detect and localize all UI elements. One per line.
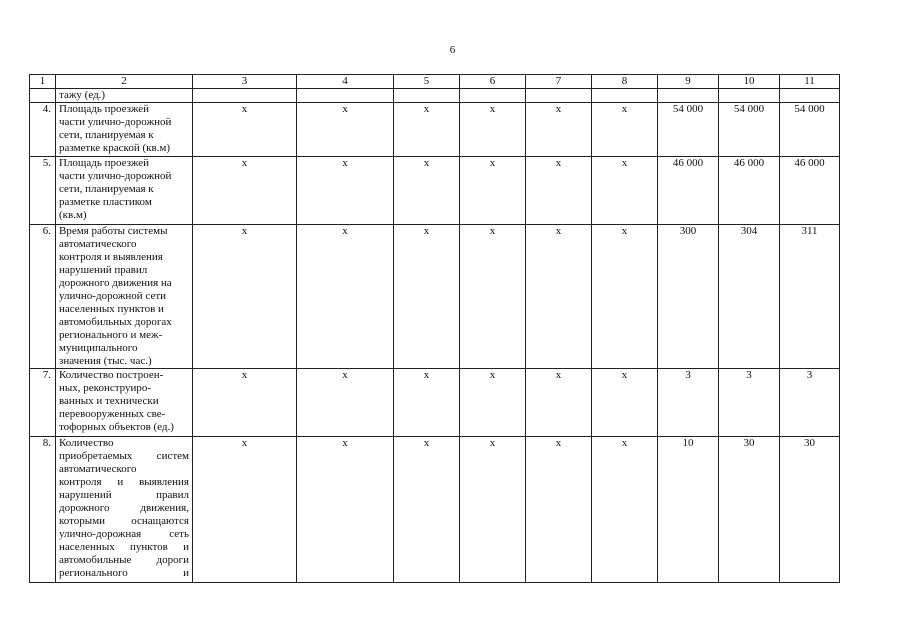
empty-cell: [460, 89, 526, 103]
description-line: муниципального: [59, 342, 138, 354]
description-line: дорожного движения,: [59, 502, 189, 514]
value-cell: х: [394, 437, 460, 583]
value-cell: х: [193, 369, 297, 437]
description-line: ных, реконструиро-: [59, 382, 152, 394]
table-row: [30, 437, 840, 583]
description-line: Площадь проезжей: [59, 103, 150, 115]
table-row: [30, 157, 840, 225]
header-cell: 7: [526, 75, 592, 89]
value-cell: х: [297, 437, 394, 583]
value-cell: х: [592, 437, 658, 583]
description-line: регионального и: [59, 567, 189, 579]
description-line: контроля и выявления: [59, 476, 189, 488]
description-line: улично-дорожной сети: [59, 290, 167, 302]
header-cell: 2: [56, 75, 193, 89]
value-cell: 304: [719, 225, 780, 369]
value-cell: 46 000: [780, 157, 840, 225]
description-line: Площадь проезжей: [59, 157, 150, 169]
description-line: автомобильные дороги: [59, 554, 189, 566]
empty-cell: [658, 89, 719, 103]
value-cell: х: [460, 369, 526, 437]
value-cell: х: [394, 369, 460, 437]
description-line: улично-дорожная сеть: [59, 528, 189, 540]
value-cell: х: [460, 437, 526, 583]
value-cell: 300: [658, 225, 719, 369]
description-line: ванных и технически: [59, 395, 159, 407]
value-cell: 311: [780, 225, 840, 369]
empty-cell: [719, 89, 780, 103]
description-line: регионального и меж-: [59, 329, 163, 341]
value-cell: х: [526, 437, 592, 583]
empty-cell: [780, 89, 840, 103]
description-line: сети, планируемая к: [59, 183, 154, 195]
description-line: значения (тыс. час.): [59, 355, 152, 367]
value-cell: х: [526, 369, 592, 437]
value-cell: х: [526, 103, 592, 157]
description-line: части улично-дорожной: [59, 116, 172, 128]
header-cell: 4: [297, 75, 394, 89]
row-number: 4.: [30, 103, 56, 157]
header-cell: 11: [780, 75, 840, 89]
table-row: [30, 369, 840, 437]
description-line: автоматического: [59, 463, 137, 475]
description-line: перевооруженных све-: [59, 408, 166, 420]
value-cell: х: [193, 225, 297, 369]
description-line: которыми оснащаются: [59, 515, 189, 527]
empty-cell: [592, 89, 658, 103]
table-header-row: [30, 75, 840, 89]
description-line: населенных пунктов и: [59, 303, 164, 315]
description-line: дорожного движения на: [59, 277, 172, 289]
description-line: нарушений правил: [59, 489, 189, 501]
continuation-text: тажу (ед.): [56, 89, 193, 103]
description-line: тофорных объектов (ед.): [59, 421, 174, 433]
description-line: части улично-дорожной: [59, 170, 172, 182]
value-cell: х: [526, 157, 592, 225]
header-cell: 3: [193, 75, 297, 89]
row-number: 8.: [30, 437, 56, 583]
value-cell: 54 000: [658, 103, 719, 157]
description-line: контроля и выявления: [59, 251, 163, 263]
row-number: 5.: [30, 157, 56, 225]
value-cell: 54 000: [780, 103, 840, 157]
value-cell: х: [297, 103, 394, 157]
empty-cell: [30, 89, 56, 103]
data-table: [29, 74, 840, 583]
value-cell: 46 000: [658, 157, 719, 225]
row-number: 6.: [30, 225, 56, 369]
value-cell: 54 000: [719, 103, 780, 157]
description-line: Время работы системы: [59, 225, 168, 237]
header-cell: 10: [719, 75, 780, 89]
description-line: Количество: [59, 437, 114, 449]
value-cell: х: [592, 103, 658, 157]
row-number: 7.: [30, 369, 56, 437]
header-cell: 5: [394, 75, 460, 89]
description-line: разметке пластиком: [59, 196, 152, 208]
page-number: 6: [449, 44, 456, 56]
value-cell: 3: [719, 369, 780, 437]
description-line: (кв.м): [59, 209, 87, 221]
value-cell: х: [193, 103, 297, 157]
row-description: [56, 437, 193, 583]
value-cell: х: [297, 157, 394, 225]
description-line: населенных пунктов и: [59, 541, 189, 553]
value-cell: х: [394, 157, 460, 225]
row-description: [56, 103, 193, 157]
description-line: нарушений правил: [59, 264, 148, 276]
value-cell: х: [297, 225, 394, 369]
empty-cell: [193, 89, 297, 103]
description-line: Количество построен-: [59, 369, 164, 381]
header-cell: 1: [30, 75, 56, 89]
value-cell: 46 000: [719, 157, 780, 225]
empty-cell: [526, 89, 592, 103]
row-description: [56, 225, 193, 369]
value-cell: 3: [780, 369, 840, 437]
value-cell: 3: [658, 369, 719, 437]
value-cell: х: [297, 369, 394, 437]
value-cell: х: [526, 225, 592, 369]
value-cell: х: [394, 103, 460, 157]
value-cell: х: [460, 225, 526, 369]
value-cell: х: [394, 225, 460, 369]
table-row: [30, 225, 840, 369]
value-cell: х: [193, 157, 297, 225]
value-cell: 10: [658, 437, 719, 583]
description-line: автомобильных дорогах: [59, 316, 172, 328]
value-cell: х: [193, 437, 297, 583]
description-line: разметке краской (кв.м): [59, 142, 171, 154]
header-cell: 6: [460, 75, 526, 89]
empty-cell: [394, 89, 460, 103]
description-line: сети, планируемая к: [59, 129, 154, 141]
value-cell: х: [592, 369, 658, 437]
empty-cell: [297, 89, 394, 103]
value-cell: х: [592, 225, 658, 369]
header-cell: 9: [658, 75, 719, 89]
table-row: [30, 103, 840, 157]
value-cell: х: [460, 103, 526, 157]
row-description: [56, 369, 193, 437]
description-line: автоматического: [59, 238, 137, 250]
continuation-row: [30, 89, 840, 103]
value-cell: х: [460, 157, 526, 225]
header-cell: 8: [592, 75, 658, 89]
row-description: [56, 157, 193, 225]
value-cell: 30: [719, 437, 780, 583]
value-cell: 30: [780, 437, 840, 583]
value-cell: х: [592, 157, 658, 225]
description-line: приобретаемых систем: [59, 450, 189, 462]
